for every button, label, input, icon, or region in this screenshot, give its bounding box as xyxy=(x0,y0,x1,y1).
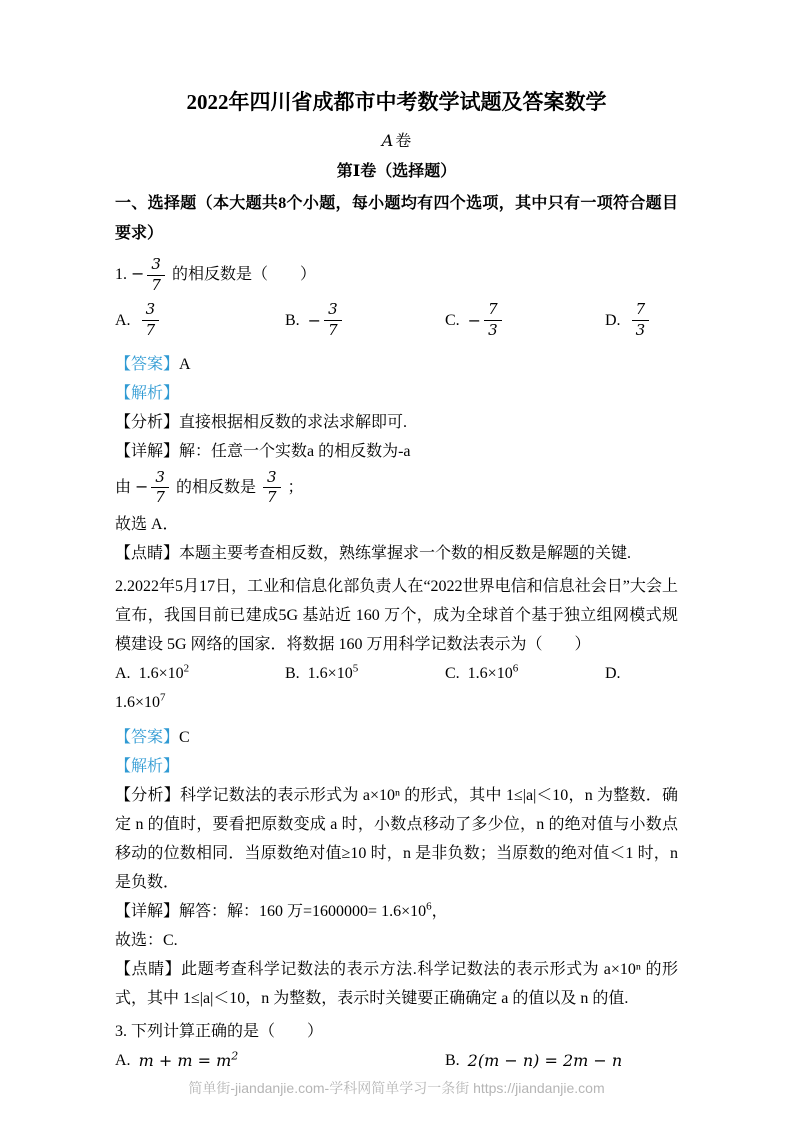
answer-marker: 【答案】 xyxy=(115,355,180,373)
section-title: 第Ⅰ卷（选择题） xyxy=(336,163,457,180)
question-1-option-d[interactable] xyxy=(605,300,678,341)
footer-watermark: 简单街-jiandanjie.com-学科网简单学习一条街 https://jiandanjie.com xyxy=(188,1080,605,1096)
option-label: C. xyxy=(445,665,460,682)
fraction-numerator: 7 xyxy=(632,302,650,321)
question-1-number: 1. xyxy=(115,265,127,283)
question-1-option-b[interactable] xyxy=(285,300,445,341)
exponent: 6 xyxy=(512,662,519,675)
question-2-answer-line xyxy=(115,723,678,752)
minus-sign: − xyxy=(135,476,149,496)
exponent: 6 xyxy=(426,900,432,913)
scientific-notation: $1.6\times 10^6$ xyxy=(381,900,432,920)
option-label: B. xyxy=(285,312,300,329)
fraction-numerator: 3 xyxy=(142,302,160,321)
question-2-detail-text: 【详解】解答：解：160 万$=1600000= 1.6\times 10^6$， xyxy=(115,900,448,920)
volume-letter: A xyxy=(381,131,394,150)
minus-sign: − xyxy=(307,311,322,330)
question-2-option-c[interactable] xyxy=(445,659,605,688)
fraction xyxy=(484,302,502,339)
question-1-option-a[interactable] xyxy=(115,300,285,341)
question-1-answer-line xyxy=(115,350,678,379)
question-1-conclusion: 故选 A． xyxy=(115,516,179,533)
question-1-option-c[interactable] xyxy=(445,300,605,341)
derivation-prefix: 由 xyxy=(115,478,132,496)
fraction-denominator: 7 xyxy=(145,321,156,339)
question-3-option-a[interactable] xyxy=(115,1046,445,1075)
fraction xyxy=(263,467,281,507)
fraction-denominator: 7 xyxy=(266,488,277,507)
question-1-detail-text: 【详解】解：任意一个实数a 的相反数为-a xyxy=(115,442,411,460)
option-label: A. xyxy=(115,1052,131,1069)
fraction-numerator: 3 xyxy=(151,470,169,489)
option-label: C. xyxy=(445,312,460,329)
fraction-numerator: 7 xyxy=(484,302,502,321)
option-label: A. xyxy=(115,312,131,329)
question-2-option-b[interactable] xyxy=(285,659,445,688)
fraction xyxy=(632,302,650,339)
fraction-numerator: 3 xyxy=(147,257,165,276)
fraction-denominator: 7 xyxy=(155,488,165,507)
question-2-analysis-text: 【分析】科学记数法的表示形式为 a×10ⁿ 的形式，其中 1≤|a|＜10，n 为整数．确定 n 的值时，要看把原数变成 a 时，小数点移动了多少位，n 的绝对值与小数点移动的位数相同．当原数绝对值≥10 时，n 是非负数；当原数的绝对值＜1 时，n 是负数． xyxy=(115,787,678,891)
question-2-note: 【点睛】此题考查科学记数法的表示方法.科学记数法的表示形式为 a×10ⁿ 的形式，其中 1≤|a|＜10，n 为整数，表示时关键要正确确定 a 的值以及 n 的值. xyxy=(115,961,678,1007)
derivation-suffix: ； xyxy=(287,478,304,496)
exponent: 5 xyxy=(352,662,359,675)
question-3-stem: 3. 下列计算正确的是（ ） xyxy=(115,1023,324,1040)
question-1-note: 【点睛】本题主要考查相反数，熟练掌握求一个数的相反数是解题的关键. xyxy=(115,545,632,562)
question-2-option-d-value: $1.6\times 10^7$ xyxy=(115,691,166,711)
answer-value: C xyxy=(179,729,190,746)
section-instructions: 一、选择题（本大题共8个小题，每小题均有四个选项，其中只有一项符合题目要求） xyxy=(115,195,678,242)
option-label: B. xyxy=(445,1052,460,1069)
question-1-analysis-text: 【分析】直接根据相反数的求法求解即可. xyxy=(115,413,408,431)
question-2-stem: 2.2022年5月17日，工业和信息化部负责人在“2022世界电信和信息社会日”大会上宣布，我国目前已建成5G 基站近 160 万个，成为全球首个基于独立组网模式规模建设 5G 网络的国家．将数据 160 万用科学记数法表示为（ ） xyxy=(115,578,678,653)
question-1-derivation xyxy=(115,468,678,509)
option-label: B. xyxy=(285,665,300,682)
question-3-option-b[interactable] xyxy=(445,1046,622,1075)
question-1-text: 的相反数是（ ） xyxy=(171,265,316,283)
exponent: 7 xyxy=(160,691,166,704)
volume-label xyxy=(115,130,678,153)
fraction-denominator: 7 xyxy=(328,321,338,339)
volume-suffix: 卷 xyxy=(395,133,412,150)
option-label: D. xyxy=(605,665,621,682)
fraction-numerator: 3 xyxy=(324,302,342,321)
fraction-denominator: 3 xyxy=(635,321,646,339)
option-label: D. xyxy=(605,312,621,329)
question-2-options xyxy=(115,659,678,688)
question-1-analysis-marker-line xyxy=(115,379,678,408)
minus-sign: − xyxy=(131,263,145,283)
answer-marker: 【答案】 xyxy=(115,729,180,746)
fraction xyxy=(324,302,342,339)
analysis-marker: 【解析】 xyxy=(115,758,180,775)
option-value: $1.6\times 10^6$ xyxy=(467,662,519,682)
fraction-numerator: 3 xyxy=(263,470,281,489)
question-2-option-d[interactable] xyxy=(605,659,678,688)
question-2-analysis-marker-line xyxy=(115,752,678,781)
option-value: $1.6\times 10^5$ xyxy=(307,662,359,682)
formula: $m + m = m^2$ xyxy=(138,1049,239,1070)
question-1-options xyxy=(115,298,678,344)
question-1-stem xyxy=(115,255,678,296)
fraction xyxy=(147,257,165,294)
question-2-option-a[interactable] xyxy=(115,659,285,688)
fraction xyxy=(151,467,169,507)
exponent: 2 xyxy=(231,1049,239,1063)
fraction-denominator: 7 xyxy=(151,275,161,294)
formula: 2(m − n) = 2m − n xyxy=(467,1051,623,1070)
document-title: 2022年四川省成都市中考数学试题及答案数学 xyxy=(186,90,607,114)
option-label: A. xyxy=(115,665,131,682)
answer-value: A xyxy=(179,355,191,373)
analysis-marker: 【解析】 xyxy=(115,384,180,402)
option-value: $1.6\times 10^2$ xyxy=(138,662,190,682)
question-2-conclusion: 故选：C. xyxy=(115,932,178,949)
question-3-options xyxy=(115,1046,678,1075)
exponent: 2 xyxy=(183,662,190,675)
minus-sign: − xyxy=(467,311,482,330)
fraction-denominator: 3 xyxy=(488,321,498,339)
fraction xyxy=(142,302,160,339)
derivation-middle: 的相反数是 xyxy=(175,478,256,496)
